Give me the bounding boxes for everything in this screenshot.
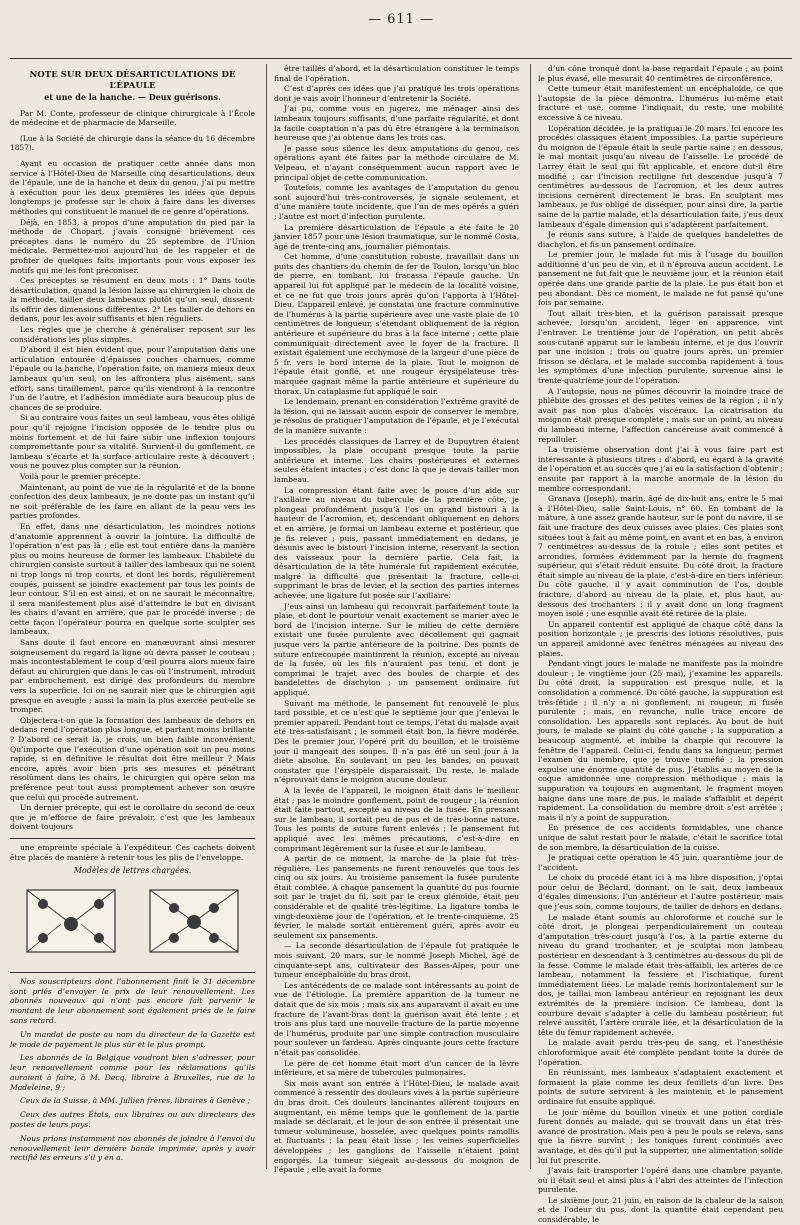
column-divider	[530, 64, 531, 1169]
article-paragraph: J’avais fait transporter l’opéré dans une chambre payante, où il était seul et ainsi plus à l’abri des atteintes de l’infection purulente.	[538, 1166, 783, 1195]
notice-paragraph: Nous prions instamment nos abonnés de joindre à l’envoi du renouvellement leur dernière bande imprimée, après y avoir rectifié les erreurs s’il y en a.	[10, 1133, 255, 1163]
notice-paragraph: Les abonnés de la Belgique voudront bien s’adresser, pour leur renouvellement comme pour les réclamations qu’ils auraient à faire, à M. Decq, libraire à Bruxelles, rue de la Madeleine, 9 ;	[10, 1053, 255, 1092]
article-paragraph: Maintenant, au point de vue de la régularité et de la bonne confection des deux lambeaux, je ne doute pas un instant qu’il ne soit préférable de les faire en allant de la peau vers les parties profondes.	[10, 482, 255, 521]
column-1	[10, 64, 255, 1169]
article-subtitle: et une de la hanche. — Deux guérisons.	[44, 92, 221, 102]
article-paragraph: Voilà pour le premier précepte.	[20, 471, 141, 481]
article-paragraph: Les antécédents de ce malade sont intéressants au point de vue de l’étiologie. La première apparition de la tumeur ne datait que de six mois ; mais six ans auparavant il avait eu une fracture de l’avant-bras dont la guérison avait été lente ; et trois ans plus tard une nouvelle fracture de la partie moyenne de l’humérus, produite par une simple contraction musculaire pour soulever un fardeau. Après cinquante jours cette fracture n’était pas consolidée.	[274, 980, 519, 1057]
article-paragraph: L’opération décidée, je la pratiquai le 20 mars. Ici encore les procédés classiques étaient impossibles. La partie supérieure du moignon de l’épaule était la seule partie saine ; en dessous, le mal montait jusqu’au niveau de l’aisselle. Le procédé de Larrey était le seul qui fût applicable, et encore dut-il être modifié ; car l’incision rectiligne fut descendue jusqu’à 7 centimètres au-dessous de l’acromion, et les deux autres incisions cernèrent directement le bras. En sculptant mes lambeaux, je fus obligé de disséquer, pour ainsi dire, la partie saine de la partie malade, et la désarticulation faite, j’eus deux lambeaux d’égale dimension qui s’adaptèrent parfaitement.	[538, 123, 783, 229]
article-paragraph: J’eus ainsi un lambeau qui recouvrait parfaitement toute la plaie, et dont le pourtour venait exactement se marier avec le bord de l’incision interne. Sur le milieu de cette dernière existait une fusée purulente avec décollement qui gagnait jusque vers la partie antérieure de la poitrine. Des points de suture entrecoupée maintinrent la réunion, excepté au niveau de la fusée, où les fils n’auraient pas tenu, et dont je comprimai le trajet avec des boules de charpie et des bandelettes de diachylon ; un pansement ordinaire fut appliqué.	[274, 601, 519, 697]
notice-paragraph: Ceux de la Suisse, à MM. Jullien frères, libraires à Genève ;	[20, 1096, 251, 1106]
article-session-note: (Lue à la Société de chirurgie dans la séance du 16 décembre 1857).	[10, 133, 255, 153]
article-paragraph: En réunissant, mes lambeaux s’adaptaient exactement et formaient la plaie comme les deux feuillets d’un livre. Des points de suture servirent à les maintenir, et le pansement ordinaire fut ensuite appliqué.	[538, 1068, 783, 1106]
article-paragraph: Cet homme, d’une constitution robuste, travaillait dans un puits des chantiers du chemin de fer de Toulon, lorsqu’un bloc de pierre, en tombant, lui fracassa l’épaule gauche. Un appareil lui fut appliqué par le médecin de la localité voisine, et ce ne fut que trois jours après qu’on l’apporta à l’Hôtel-Dieu. L’appareil enlevé, je constatai une fracture comminutive de l’humérus à la partie supérieure avec une vaste plaie de 10 centimètres de longueur, s’étendant obliquement de la région antérieure et supérieure du bras à la face interne ; cette plaie communiquait directement avec le foyer de la fracture. Il existait également une ecchymose de la largeur d’une pièce de 5 fr. vers le bord interne de la plaie. Tout le moignon de l’épaule était gonflé, et une rougeur érysipélateuse très-marquée gagnait même la partie antérieure et supérieure du thorax. Un cataplasme fut appliqué le soir.	[274, 252, 519, 396]
article-paragraph: Les règles que je cherche à généraliser reposent sur les considérations les plus simples.	[10, 325, 255, 344]
article-paragraph: A la levée de l’appareil, le moignon était dans le meilleur état ; pas le moindre gonflement, point de rougeur ; la réunion était faite partout, excepté au niveau de la fusée. En pressant sur le lambeau, il sortait peu de pus et de très-bonne nature. Tous les points de suture furent enlevés ; le pansement fut appliqué avec les mêmes précautions, c’est-à-dire en comprimant légèrement sur la fusée et sur le lambeau.	[274, 785, 519, 853]
article-paragraph: Je passe sous silence les deux amputations du genou, ces opérations ayant été faites par la méthode circulaire de M. Velpeau, et n’ayant conséquemment aucun rapport avec le principal objet de cette communication.	[274, 143, 519, 182]
letters-text: une empreinte spéciale à l’expéditeur. Ces cachets doivent être placés de manière à retenir tous les plis de l’enveloppe.	[10, 842, 255, 862]
article-paragraph: Granava (Joseph), marin, âgé de dix-huit ans, entre le 5 mai à l’Hôtel-Dieu, salle Saint-Louis, n° 60. En tombant de la mâture, à une assez grande hauteur, sur le pont du navire, il se fait une fracture des deux cuisses avec plaies. Ces plaies sont situées tout à fait au même point, en avant et en bas, à environ 7 centimètres au-dessus de la rotule ; elles sont petites et arrondies, formées évidemment par la hernie du fragment supérieur, qui s’était réduit ensuite. Du côté droit, la fracture était simple au niveau de la plaie, c’est-à-dire en tiers inférieur. Du côté gauche, il y avait comminution de l’os, double fracture, d’abord au niveau de la plaie, et, plus haut, au-dessous des trochanters ; il y avait donc un long fragment moyen isolé ; une esquille avait été retirée de la plaie.	[538, 494, 783, 619]
article-paragraph: être taillés d’abord, et la désarticulation constituer le temps final de l’opération.	[274, 64, 519, 83]
article-paragraph: Ayant eu occasion de pratiquer cette année dans mon service à l’Hôtel-Dieu de Marseille cinq désarticulations, deux de l’épaule, une de la hanche et deux du genou, j’ai pu mettre à exécution pour les deux premières les idées que depuis longtemps je professe sur le choix à faire dans les diverses méthodes qui constituent le manuel de ce genre d’opérations.	[10, 158, 255, 216]
header-rule	[10, 58, 792, 59]
article-paragraph: Pendant vingt jours le malade ne manifeste pas la moindre douleur ; le vingtième jour (25 mai), j’examine les appareils. Du côté droit, la suppuration est presque nulle, et la consolidation a commencé. Du côté gauche, la suppuration est très-fétide ; il n’y a ni gonflement, ni rougeur, ni fusée purulente ; mais, en revanche, nulle trace encore de consolidation. Les appareils sont replacés. Au bout de huit jours, le malade se plaint du côté gauche ; la suppuration a beaucoup augmenté, et imbibe la charpie qui recouvre la fenêtre de l’appareil. Celui-ci, fendu dans sa longueur, permet l’examen du membre, que je trouve tuméfié ; la pression expulse une énorme quantité de pus. J’établis au moyen de la coque amidonnée une compression méthodique ; mais la suppuration va toujours en augmentant, le fragment moyen baigne dans une mare de pus, le malade s’affaiblit et dépérit rapidement. La consolidation du membre droit s’est arrêtée ; mais il n’y a point de suppuration.	[538, 659, 783, 822]
article-paragraph: A partir de ce moment, la marche de la plaie fut très-régulière. Les pansements ne furent renouvelés que tous les cinq ou six jours. Au troisième pansement la fusée purulente était comblée. A chaque pansement la quantité du pus fournie soit par le trajet du fil, soit par le creux glénoïde, était peu considérable et de qualité très-légitime. La ligature tomba le vingt-deuxième jour de l’opération, et le trente-cinquième, 25 février, le malade sortait entièrement guéri, après avoir eu seulement six pansements.	[274, 854, 519, 940]
envelope-model-1-icon	[21, 882, 121, 962]
article-paragraph: Le sixième jour, 21 juin, en raison de la chaleur de la saison et de l’odeur du pus, dont la quantité était cependant peu considérable, le	[538, 1195, 783, 1225]
figure-caption: Modèles de lettres chargées.	[73, 866, 192, 876]
section-rule	[10, 838, 255, 839]
article-paragraph: Suivant ma méthode, le pansement fut renouvelé le plus tard possible, et ce n’est que le septième jour que j’enlevai le premier appareil. Pendant tout ce temps, l’état du malade avait été très-satisfaisant ; le sommeil était bon, la fièvre modérée. Dès le premier jour, l’opéré prit du bouillon, et le troisième jour il mangeait des soupes. Il n’a pas été un seul jour à la diète absolue. En soulevant un peu les bandes, on pouvait constater que l’érysipèle disparaissait. Du reste, le malade n’éprouvait dans le moignon aucune douleur.	[274, 698, 519, 785]
notice-paragraph: Ceux des autres États, aux libraires ou aux directeurs des postes de leurs pays.	[10, 1110, 255, 1130]
article-paragraph: Je pratiquai cette opération le 45 juin, quarantième jour de l’accident.	[538, 853, 783, 872]
article-body-col1	[10, 159, 255, 832]
column-3	[538, 64, 783, 1225]
article-paragraph: Un dernier précepte, qui est le corollaire du second de ceux que je m’efforce de faire prévaloir, c’est que les lambeaux doivent toujours	[10, 803, 255, 832]
envelope-model-2-icon	[144, 882, 244, 962]
article-paragraph: Le lendemain, prenant en considération l’extrême gravité de la lésion, qui ne laissait aucun espoir de conserver le membre, je résolus de pratiquer l’amputation de l’épaule, et je l’exécutai de la manière suivante :	[274, 397, 519, 435]
article-paragraph: En présence de ces accidents formidables, une chance unique de salut restait pour le malade, c’était le sacrifice total de son membre, la désarticulation de la cuisse.	[538, 823, 783, 852]
article-paragraph: Tout allait très-bien, et la guérison paraissait presque achevée, lorsqu’un accident, léger en apparence, vint l’entraver. Le trentième jour de l’opération, un petit abcès sous-cutané apparut sur le lambeau interne, et je dus l’ouvrir par une incision ; trois ou quatre jours après, un premier frisson se déclara, et le malade succomba rapidement à tous les symptômes d’une infection purulente, survenue ainsi le trente-quatrième jour de l’opération.	[538, 308, 783, 385]
article-paragraph: La compression étant faite avec le pouce d’un aide sur l’axillaire au niveau du tubercule de la première côte, je plongeai profondément jusqu’à l’os un grand bistouri à la hauteur de l’acromion, et, descendant obliquement en dehors et en arrière, je formai un lambeau externe et postérieur, que je fis relever ; puis, passant immédiatement en dedans, je désunis avec le bistouri l’incision interne, réservant la section des vaisseaux pour la dernière partie. Cela fait, la désarticulation de la tête humérale fut rapidement exécutée, malgré la difficulté que présentait la fracture, celle-ci supprimant le bras de levier, et la section des parties internes achevée, une ligature fut posée sur l’axillaire.	[274, 485, 519, 601]
article-paragraph: d’un cône tronqué dont la base regardait l’épaule ; au point le plus évasé, elle mesurait 40 centimètres de circonférence.	[538, 64, 783, 83]
charged-letters-figure	[10, 880, 255, 964]
article-paragraph: Le père de cet homme était mort d’un cancer de la lèvre inférieure, et sa mère de tubercules pulmonaires.	[274, 1058, 519, 1078]
article-paragraph: Le choix du procédé étant ici à ma libre disposition, j’optai pour celui de Béclard, donnant, on le sait, deux lambeaux d’égales dimensions, l’un antérieur et l’autre postérieur, mais que j’eus soin, comme toujours, de tailler de dehors en dedans.	[538, 873, 783, 912]
article-paragraph: Un appareil contentif est appliqué de chaque côté dans la position horizontale ; je prescris des lotions résolutives, puis un appareil amidonné avec fenêtres ménagées au niveau des plaies.	[538, 619, 783, 658]
page-number: — 611 —	[367, 12, 435, 27]
newspaper-page	[10, 8, 792, 1225]
article-paragraph: A l’autopsie, nous ne pûmes découvrir la moindre trace de phlébite des grosses et des petites veines de la région ; il n’y avait pas non plus d’abcès viscéraux. La cicatrisation du moignon était presque complète ; mais sur un point, au niveau du lambeau interne, l’affection cancéreuse avait commencé à repulluler.	[538, 386, 783, 444]
article-title: NOTE SUR DEUX DÉSARTICULATIONS DE L’ÉPAULE	[29, 70, 236, 91]
article-paragraph: J’ai pu, comme vous en jugerez, me ménager ainsi des lambeaux toujours suffisants, d’une parfaite régularité, et dont la facile coaptation n’a pas dû être étrangère à la terminaison heureuse que j’ai obtenue dans les trois cas.	[274, 104, 519, 143]
article-paragraph: Si au contraire vous faites un seul lambeau, vous êtes obligé pour qu’il rejoigne l’incision opposée de le tendre plus ou moins fortement et de lui faire subir une inflexion toujours compromettante pour sa vitalité. Survient-il du gonflement, ce lambeau s’écarte et la surface articulaire reste à découvert ; vous ne pouvez plus compter sur la réunion.	[10, 413, 255, 471]
article-paragraph: D’abord il est bien évident que, pour l’amputation dans une articulation entourée d’épaisses couches charnues, comme l’épaule ou la hanche, l’opération faite, on maniera mieux deux lambeaux qu’un seul, on les affrontera plus aisément, sans effort, sans tiraillement, parce qu’ils viendront à la rencontre l’un de l’autre, et l’adhésion immédiate aura beaucoup plus de chances de se produire.	[10, 345, 255, 412]
article-paragraph: Le malade avait perdu très-peu de sang, et l’anesthésie chloroformique avait été complète pendant toute la durée de l’opération.	[538, 1038, 783, 1067]
notice-paragraph: Nos souscripteurs dont l’abonnement finit le 31 décembre sont priés d’envoyer le prix de leur renouvellement. Les abonnés nouveaux qui n’ont pas encore fait parvenir le montant de leur abonnement sont également priés de le faire sans retard.	[10, 976, 255, 1025]
article-paragraph: Sans doute il faut encore en manœuvrant ainsi mesurer soigneusement du regard la ligne où devra passer le couteau ; mais incontestablement le coup d’œil pourra alors mieux faire défaut au chirurgien que dans le cas où l’instrument, introduit par embrochement, est dirigé des profondeurs du membre vers la superficie. Ici on ne saurait nier que le chirurgien agit presque en aveugle ; aussi la main la plus exercée peut-elle se tromper.	[10, 638, 255, 715]
article-paragraph: C’est d’après ces idées que j’ai pratiqué les trois opérations dont je vais avoir l’honneur d’entretenir la Société.	[274, 84, 519, 103]
article-paragraph: Le malade étant soumis au chloroforme et couché sur le côté droit, je plongeai perpendiculairement un couteau d’amputation très-court jusqu’à l’os, à la partie externe du niveau du grand trochanter, et je sculptai mon lambeau postérieur en descendant à 3 centimètres au-dessous du pli de la fesse. Comme le malade était très-affaibli, les artères de ce lambeau, notamment la fessière et l’ischiatique, furent immédiatement liées. Le malade remis horizontalement sur le dos, je taillai mon lambeau antérieur en rejoignant les deux extrémités de la première incision. Ce lambeau, dont la courbure devait s’adapter à celle du lambeau postérieur, fut relevé aussitôt, l’artère crurale liée, et la désarticulation de la tête du fémur rapidement achevée.	[538, 912, 783, 1037]
article-paragraph: Le jour même du bouillon vineux et une potion cordiale furent donnés au malade, qui se trouvait dans un état très-avancé de prostration. Mais peu à peu le pouls se releva, sans que la fièvre survînt ; les toniques furent continués avec avantage, et dès qu’il put la supporter, une alimentation solide lui fut prescrite.	[538, 1107, 783, 1165]
column-divider	[266, 64, 267, 1169]
subscription-notice	[10, 977, 255, 1164]
article-paragraph: Le premier jour, le malade fut mis à l’usage du bouillon additionné d’un peu de vin, et il n’éprouva aucun accident. Le pansement ne fut fait que le neuvième jour, et la réunion était opérée dans une grande partie de la plaie. Le pus était bon et peu abondant. Dès ce moment, le malade ne fut pansé qu’une fois par semaine.	[538, 250, 783, 308]
notice-paragraph: Un mandat de poste au nom du directeur de la Gazette est le mode de payement le plus sûr et le plus prompt.	[10, 1029, 255, 1049]
article-paragraph: La troisième observation dont j’ai à vous faire part est intéressante à plusieurs titres : d’abord, eu égard à la gravité de l’opération et au succès que j’ai eu la satisfaction d’obtenir ; ensuite par rapport à la marche anormale de la lésion du membre correspondant.	[538, 445, 783, 493]
article-paragraph: — La seconde désarticulation de l’épaule fut pratiquée le mois suivant, 20 mars, sur le nommé Joseph Michel, âgé de cinquante-sept ans, cultivateur des Basses-Alpes, pour une tumeur encéphaloïde du bras droit.	[274, 941, 519, 980]
article-paragraph: Six mois avant son entrée à l’Hôtel-Dieu, le malade avait commencé à ressentir des douleurs vives à la partie supérieure du bras droit. Ces douleurs lancinantes allèrent toujours en augmentant, en même temps que le gonflement de la partie malade se déclarait, et le jour de son entrée il présentait une tumeur volumineuse, bosselée, avec quelques points ramollis et fluctuants ; la peau était lisse ; les veines superficielles développées ; les ganglions de l’aisselle n’étaient point engorgés. La tumeur siégeait au-dessous du moignon de l’épaule ; elle avait la forme	[274, 1078, 519, 1175]
article-paragraph: En effet, dans une désarticulation, les moindres notions d’anatomie apprennent à ouvrir la jointure. La difficulté de l’opération n’est pas là ; elle est tout entière dans la manière plus ou moins heureuse de former les lambeaux. L’habileté du chirurgien consiste surtout à tailler des lambeaux qui ne soient ni trop longs ni trop courts, et dont les bords, régulièrement coupés, puissent se joindre exactement par tous les points de leur contour. S’il en est ainsi, et on ne saurait le méconnaître, il sera manifestement plus aisé d’atteindre le but en divisant les chairs d’avant en arrière, que par le procédé inverse ; de cette façon l’opérateur pourra en quelque sorte sculpter ses lambeaux.	[10, 521, 255, 637]
section-rule	[10, 972, 255, 973]
column-2	[274, 64, 519, 1175]
article-paragraph: La première désarticulation de l’épaule a été faite le 20 janvier 1857 pour une lésion traumatique, sur le nommé Costa, âgé de trente-cinq ans, journalier piémontais.	[274, 222, 519, 251]
article-paragraph: Toutefois, comme les avantages de l’amputation du genou sont aujourd’hui très-controversés, je signale seulement, et d’une manière toute incidente, que l’un de mes opérés a guéri ; l’autre est mort d’infection purulente.	[274, 183, 519, 221]
article-paragraph: Les procédés classiques de Larrey et de Dupuytren étaient impossibles, la plaie occupant presque toute la partie antérieure et interne. Les chairs postérieures et externes seules étaient intactes ; c’est donc là que je devais tailler mon lambeau.	[274, 436, 519, 484]
article-paragraph: Objectera-t-on que la formation des lambeaux de dehors en dedans rend l’opération plus longue, et partant moins brillante ? D’abord ce serait là, je crois, un bien faible inconvénient. Qu’importe que l’exécution d’une opération soit un peu moins rapide, si en définitive le résultat doit être meilleur ? Mais encore, après avoir bien pris ses mesures et pénétrant résolûment dans les chairs, le chirurgien qui opère selon ma préférence peut tout aussi promptement achever son œuvre que celui qui procède autrement.	[10, 715, 255, 802]
article-paragraph: Cette tumeur était manifestement un encéphaloïde, ce que l’autopsie de la pièce démontra. L’humérus lui-même était fracturé et usé, comme l’indiquait, du reste, une mobilité excessive à ce niveau.	[538, 84, 783, 122]
article-paragraph: Je réunis sans suture, à l’aide de quelques bandelettes de diachylon, et fis un pansement ordinaire.	[538, 230, 783, 249]
article-paragraph: Ces préceptes se résument en deux mots : 1° Dans toute désarticulation, quand la lésion laisse au chirurgien le choix de la méthode, tailler deux lambeaux plutôt qu’un seul, dussent-ils offrir des dimensions différentes. 2° Les tailler de dehors en dedans, pour les avoir suffisants et bien réguliers.	[10, 276, 255, 324]
article-byline: Par M. Conte, professeur de clinique chirurgicale à l’École de médecine et de pharmacie de Marseille.	[10, 108, 255, 128]
article-paragraph: Déjà, en 1853, à propos d’une amputation du pied par la méthode de Chopart, j’avais consigné brièvement ces préceptes dans le numéro du 25 septembre de l’Union médicale. Permettez-moi aujourd’hui de les rappeler et de profiter de quelques faits importants pour vous exposer les motifs qui me les font préconiser.	[10, 217, 255, 275]
